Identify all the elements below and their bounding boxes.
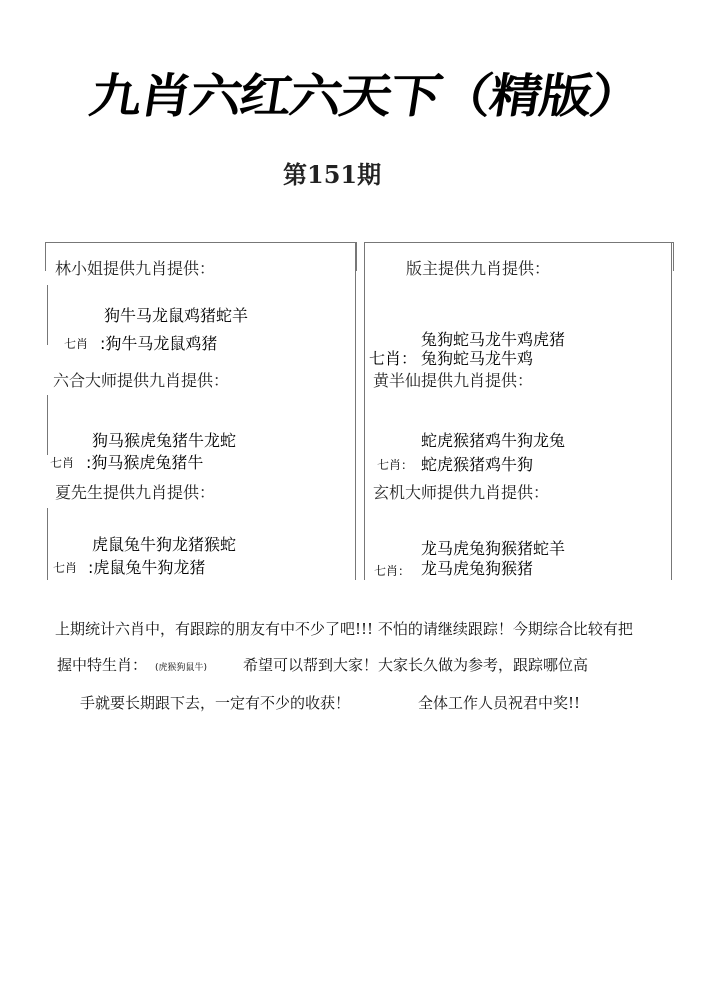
left-s1-header: 林小姐提供九肖提供： <box>55 259 216 278</box>
right-s1-seven-label: 七肖： <box>369 349 418 368</box>
right-divider <box>364 242 365 580</box>
right-s3-seven-label: 七肖： <box>374 564 411 578</box>
left-s1-seven: :狗牛马龙鼠鸡猪 <box>100 334 218 353</box>
right-s1-nine: 兔狗蛇马龙牛鸡虎猪 <box>421 330 566 349</box>
left-s2-seven-label: 七肖 <box>50 456 75 470</box>
left-s2-seven: :狗马猴虎兔猪牛 <box>86 453 204 472</box>
footer-line-3a: 手就要长期跟下去，一定有不少的收获！ <box>80 694 351 712</box>
left-edge-1 <box>47 285 48 345</box>
issue-number: 第151期 <box>283 160 382 189</box>
right-s3-seven: 龙马虎兔狗猴猪 <box>421 559 534 578</box>
right-s1-header: 版主提供九肖提供： <box>406 259 551 278</box>
left-divider <box>355 242 356 580</box>
footer-line-2-small: (虎猴狗鼠牛) <box>155 663 208 673</box>
left-edge-2 <box>47 395 48 455</box>
right-s2-nine: 蛇虎猴猪鸡牛狗龙兔 <box>421 431 566 450</box>
footer-line-2b: 希望可以帮到大家！大家长久做为参考，跟踪哪位高 <box>243 656 589 674</box>
left-s3-nine: 虎鼠兔牛狗龙猪猴蛇 <box>92 535 237 554</box>
right-s3-nine: 龙马虎兔狗猴猪蛇羊 <box>421 539 566 558</box>
right-s3-header: 玄机大师提供九肖提供： <box>373 483 550 502</box>
left-s3-seven: :虎鼠兔牛狗龙猪 <box>88 558 206 577</box>
left-s3-header: 夏先生提供九肖提供： <box>55 483 216 502</box>
right-s2-seven-label: 七肖： <box>377 458 414 472</box>
left-edge-3 <box>47 508 48 580</box>
left-s1-seven-label: 七肖 <box>64 337 89 351</box>
page-title: 九肖六红六天下（精版） <box>85 68 645 124</box>
footer-line-3b: 全体工作人员祝君中奖!! <box>418 694 581 712</box>
left-s1-nine: 狗牛马龙鼠鸡猪蛇羊 <box>104 306 249 325</box>
footer-line-1: 上期统计六肖中，有跟踪的朋友有中不少了吧!!! 不怕的请继续跟踪！今期综合比较有把 <box>55 620 633 638</box>
right-edge <box>671 242 672 580</box>
right-s2-seven: 蛇虎猴猪鸡牛狗 <box>421 455 534 474</box>
right-s2-header: 黄半仙提供九肖提供： <box>373 371 534 390</box>
footer-line-2a: 握中特生肖： <box>57 656 148 674</box>
right-s1-seven: 兔狗蛇马龙牛鸡 <box>421 349 534 368</box>
left-s3-seven-label: 七肖 <box>53 561 78 575</box>
left-s2-header: 六合大师提供九肖提供： <box>53 371 230 390</box>
left-s2-nine: 狗马猴虎兔猪牛龙蛇 <box>92 431 237 450</box>
